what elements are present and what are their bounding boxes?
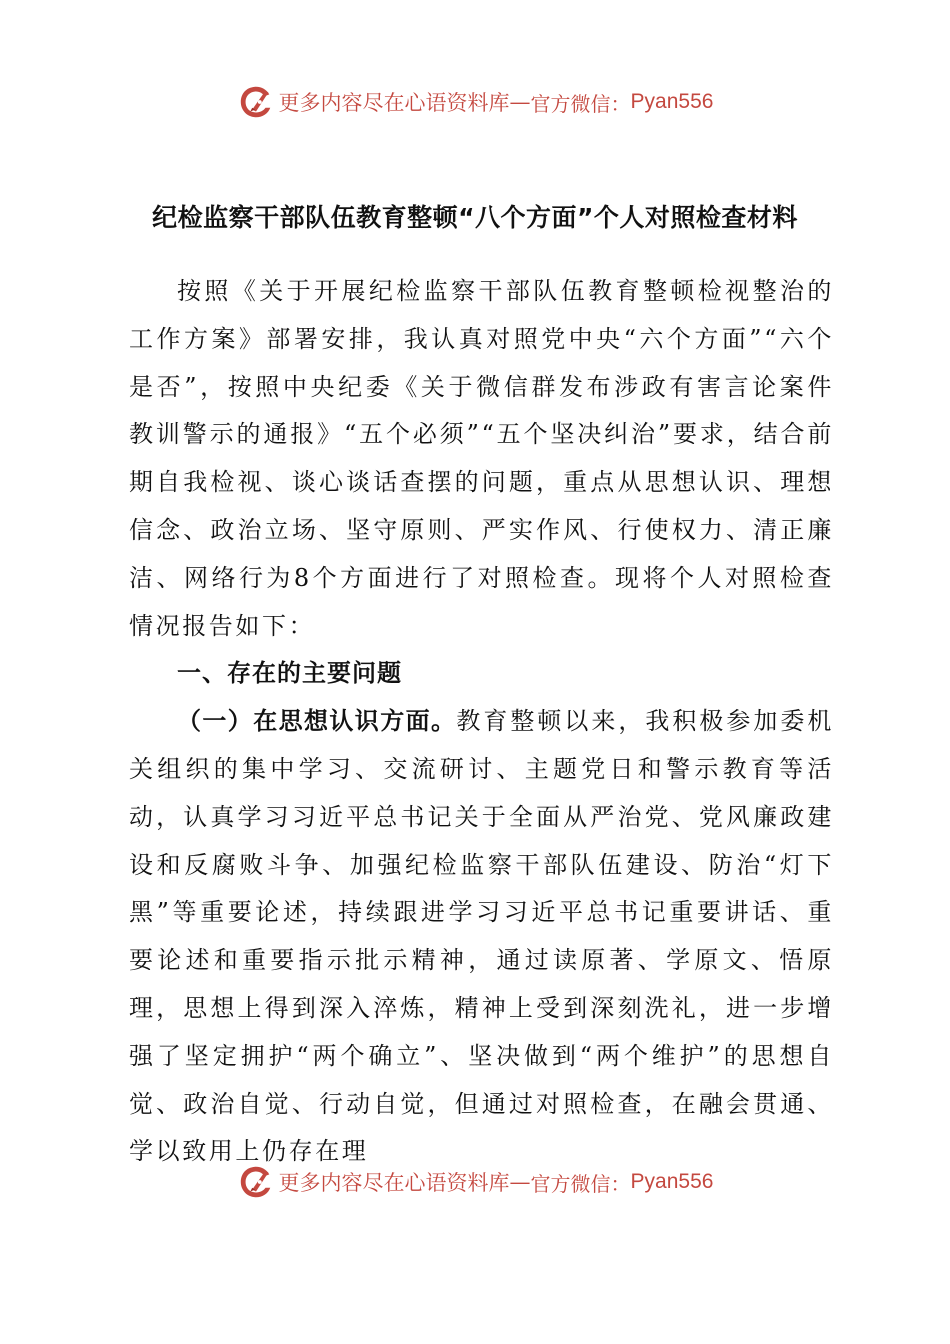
document-title: 纪检监察干部队伍教育整顿“八个方面”个人对照检查材料 bbox=[152, 203, 798, 232]
quill-pen-logo-icon bbox=[237, 83, 275, 121]
watermark-text: 更多内容尽在心语资料库 bbox=[278, 1171, 510, 1195]
item-paragraph bbox=[129, 698, 834, 1176]
item-lead: （一）在思想认识方面。 bbox=[177, 707, 457, 736]
watermark-wechat-id: Pyan556 bbox=[630, 90, 714, 113]
header-watermark bbox=[0, 82, 950, 122]
intro-paragraph: 按照《关于开展纪检监察干部队伍教育整顿检视整治的工作方案》部署安排，我认真对照党中央“六个方面”“六个是否”，按照中央纪委《关于微信群发布涉政有害言论案件教训警示的通报》“五个必须”“五个坚决纠治”要求，结合前期自我检视、谈心谈话查摆的问题，重点从思想认识、理想信念、政治立场、坚守原则、严实作风、行使权力、清正廉洁、网络行为8个方面进行了对照检查。现将个人对照检查情况报告如下： bbox=[129, 277, 834, 640]
watermark-wechat-label: 官方微信： bbox=[530, 91, 631, 116]
watermark-dash: — bbox=[509, 90, 531, 114]
footer-watermark bbox=[0, 1162, 950, 1202]
quill-pen-logo-icon bbox=[237, 1163, 275, 1201]
watermark-wechat-label: 官方微信： bbox=[530, 1171, 631, 1196]
watermark-text: 更多内容尽在心语资料库 bbox=[278, 91, 510, 115]
watermark-dash: — bbox=[509, 1170, 531, 1194]
section-heading: 一、存在的主要问题 bbox=[177, 659, 402, 688]
document-body bbox=[129, 268, 834, 1176]
watermark-wechat-id: Pyan556 bbox=[630, 1170, 714, 1193]
item-text: 教育整顿以来，我积极参加委机关组织的集中学习、交流研讨、主题党日和警示教育等活动，认真学习习近平总书记关于全面从严治党、党风廉政建设和反腐败斗争、加强纪检监察干部队伍建设、防治“灯下黑”等重要论述，持续跟进学习习近平总书记重要讲话、重要论述和重要指示批示精神，通过读原著、学原文、悟原理，思想上得到深入淬炼，精神上受到深刻洗礼，进一步增强了坚定拥护“两个确立”、坚决做到“两个维护”的思想自觉、政治自觉、行动自觉，但通过对照检查，在融会贯通、学以致用上仍存在理 bbox=[129, 707, 835, 1166]
